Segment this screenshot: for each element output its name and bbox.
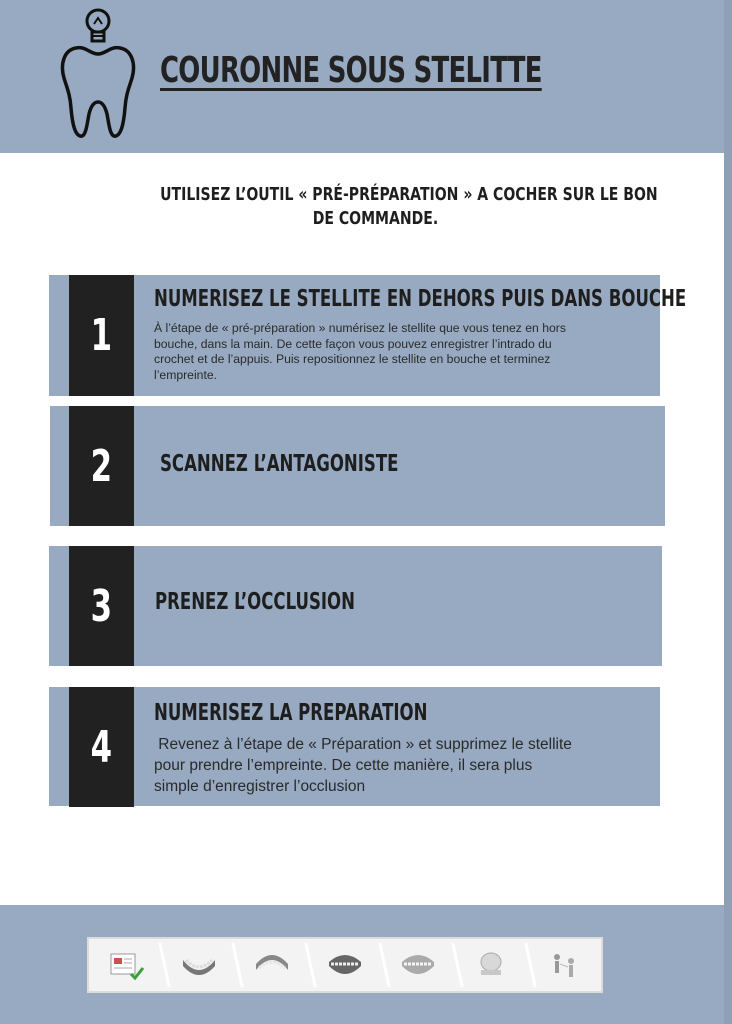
- step-4-line-1: Revenez à l’étape de « Préparation » et supprimez le stellite: [154, 736, 572, 753]
- step-1-line-2: bouche, dans la main. De cette façon vous pouvez enregistrer l’intrado du: [154, 336, 552, 351]
- workflow-step-order: [89, 939, 162, 991]
- subtitle-line-1: UTILISEZ L’OUTIL « PRÉ-PRÉPARATION » A COCHER SUR LE BON: [160, 184, 658, 205]
- workflow-step-lower-jaw: [162, 939, 235, 991]
- page-right-edge: [724, 0, 732, 1024]
- step-2-number: 2: [90, 440, 113, 492]
- step-4-description: [154, 734, 572, 797]
- step-3-title: PRENEZ L’OCCLUSION: [155, 589, 356, 615]
- step-1-line-4: l’empreinte.: [154, 367, 217, 382]
- step-2-number-badge: [69, 406, 134, 526]
- step-1-line-3: crochet et de l’appuis. Puis repositionnez le stellite en bouche et terminez: [154, 352, 551, 366]
- order-form-check-icon: [105, 948, 147, 982]
- step-2-title: SCANNEZ L’ANTAGONISTE: [160, 451, 399, 477]
- step-4-number: 4: [90, 721, 113, 773]
- step-4-line-2: pour prendre l’empreinte. De cette manière, il sera plus: [154, 757, 533, 774]
- subtitle-line-2: DE COMMANDE.: [312, 208, 438, 229]
- step-4-title: NUMERISEZ LA PREPARATION: [154, 700, 428, 726]
- step-3-number-badge: [69, 546, 134, 666]
- step-4-line-3: simple d’enregistrer l’occlusion: [154, 778, 366, 795]
- instruction-subtitle: [90, 183, 660, 231]
- step-1-number-badge: [69, 275, 134, 396]
- tooth-lightbulb-icon: [58, 4, 136, 140]
- step-4-number-badge: [69, 687, 134, 807]
- bite-scan-light-icon: [397, 948, 439, 982]
- model-base-icon: [470, 948, 512, 982]
- workflow-step-bite-light: [382, 939, 455, 991]
- step-1-title: NUMERISEZ LE STELLITE EN DEHORS PUIS DANS BOUCHE: [154, 286, 687, 312]
- step-3-panel: [49, 546, 662, 666]
- scan-workflow-strip: [87, 937, 603, 993]
- bite-scan-icon: [324, 948, 366, 982]
- upper-jaw-scan-icon: [251, 948, 293, 982]
- lower-jaw-scan-icon: [178, 948, 220, 982]
- workflow-step-patient: [528, 939, 601, 991]
- workflow-step-upper-jaw: [235, 939, 308, 991]
- step-3-number: 3: [90, 580, 113, 632]
- step-1-description: [154, 321, 566, 383]
- workflow-step-model: [455, 939, 528, 991]
- step-1-number: 1: [90, 310, 113, 361]
- header-banner: [0, 0, 724, 153]
- step-1-line-1: À l’étape de « pré-préparation » numérisez le stellite que vous tenez en hors: [154, 321, 566, 335]
- patient-scan-icon: [543, 948, 585, 982]
- page-title: COURONNE SOUS STELITTE: [160, 50, 542, 91]
- workflow-step-bite: [308, 939, 381, 991]
